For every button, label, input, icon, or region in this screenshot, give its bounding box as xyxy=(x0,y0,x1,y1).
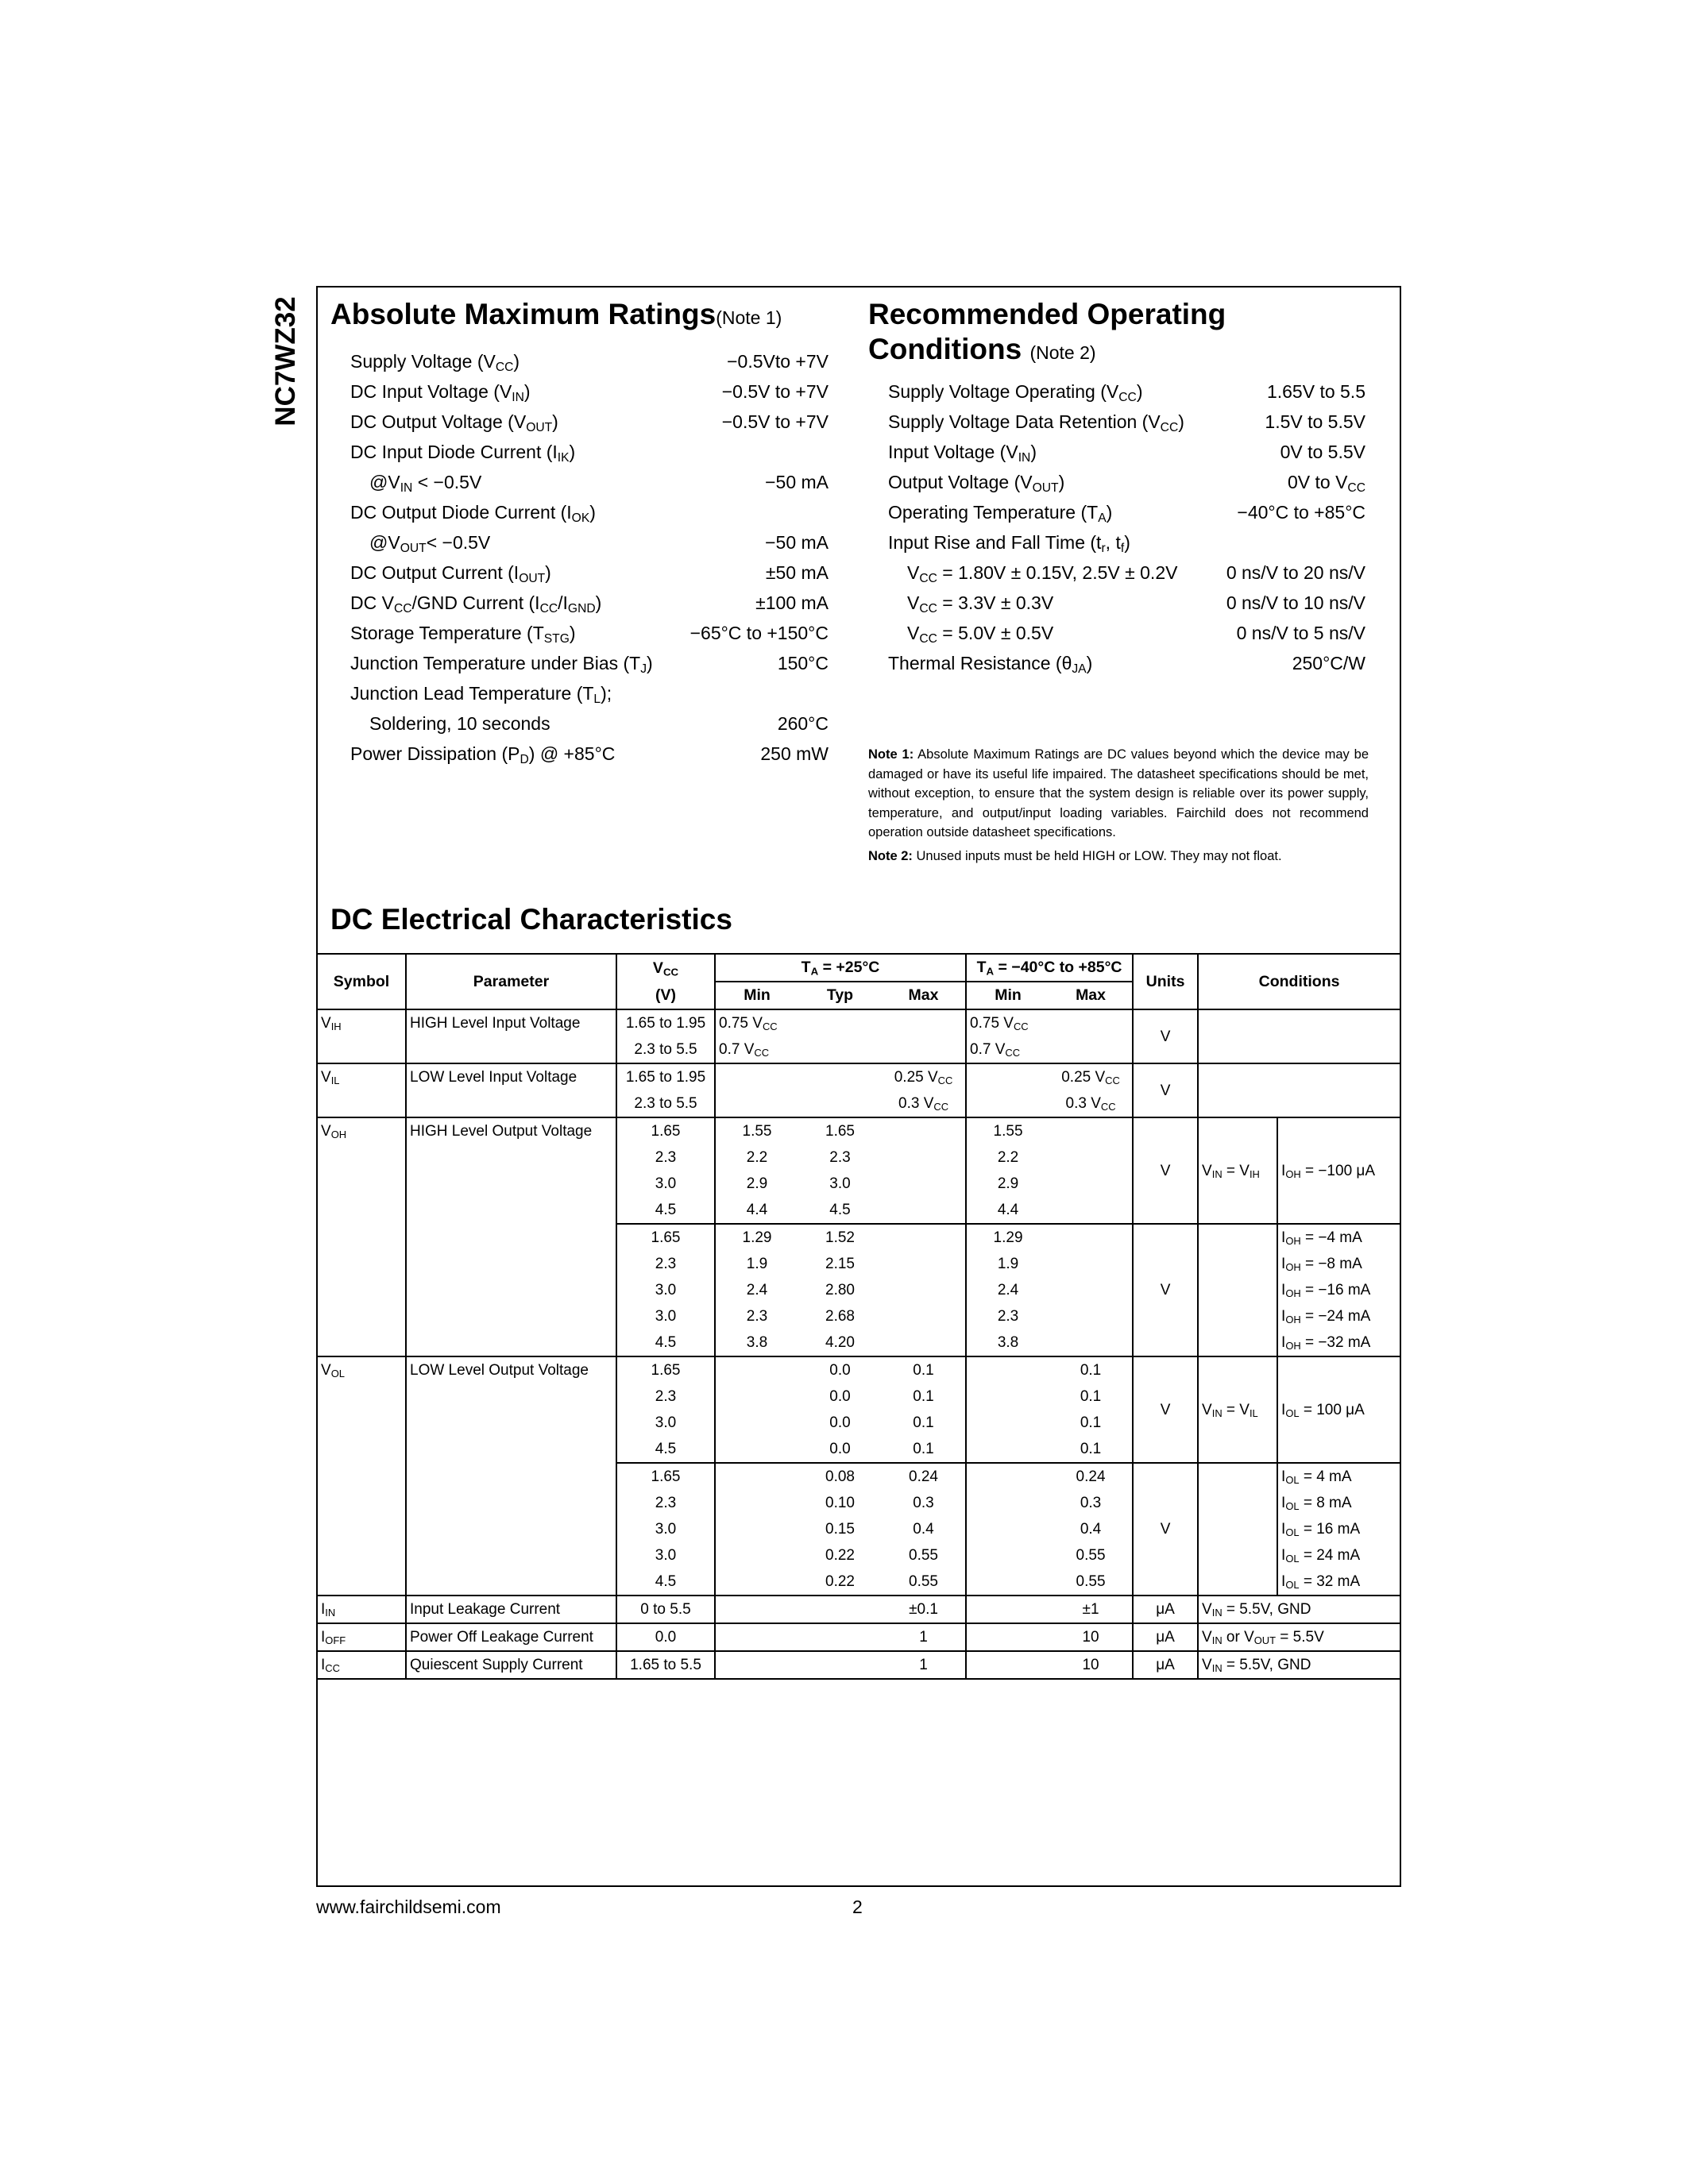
param-label: Input Rise and Fall Time ($t_r$, $t_f$) xyxy=(888,532,1130,555)
param-label: $V_{CC} = 1.80V \pm 0.15V$, 2.5V ± 0.2V xyxy=(907,562,1178,585)
list-item xyxy=(350,678,829,708)
table-row: $I_{OFF}$ Power Off Leakage Current 0.0 1 10 μA $V_{IN}$ or $V_{OUT} = 5.5V$ xyxy=(318,1623,1400,1651)
table-row: 2.3 to 5.5 0.3 $V_{CC}$ 0.3 $V_{CC}$ xyxy=(318,1090,1400,1117)
hdr-max: Max xyxy=(882,982,966,1009)
note-2: Note 2: Unused inputs must be held HIGH or LOW. They may not float. xyxy=(868,848,1282,863)
param-label: Thermal Resistance $(\theta_{JA})$ xyxy=(888,653,1093,676)
list-item xyxy=(350,497,829,527)
param-value: 250 mW xyxy=(760,743,829,764)
param-label: $V_{CC} = 5.0V \pm 0.5V$ xyxy=(907,623,1054,646)
table-row: 2.3 0.10 0.3 0.3 $I_{OL} = 8$ mA xyxy=(318,1490,1400,1516)
param-label: $V_{CC} = 3.3V \pm 0.3V$ xyxy=(907,592,1054,615)
list-item xyxy=(888,588,1365,618)
param-value: −40°C to +85°C xyxy=(1237,502,1365,523)
dc-title: DC Electrical Characteristics xyxy=(330,903,732,936)
param-label: Supply Voltage $(V_{CC})$ xyxy=(350,351,520,374)
rec-op-title: Recommended Operating xyxy=(868,298,1226,330)
list-item xyxy=(350,618,829,648)
param-label: $@V_{IN} < -0.5V$ xyxy=(369,472,482,495)
table-row: 2.3 0.0 0.1 0.1 xyxy=(318,1383,1400,1410)
hdr-parameter: Parameter xyxy=(406,954,616,1009)
table-row: $V_{OH}$ HIGH Level Output Voltage 1.65 1.55 1.65 1.55 V $V_{IN} = V_{IH}$ $I_{OH} = -100$ μA xyxy=(318,1117,1400,1144)
hdr-ta25: $T_A = +25^\circ C$ xyxy=(715,954,966,982)
page-number: 2 xyxy=(852,1897,863,1917)
table-row: 2.3 2.2 2.3 2.2 xyxy=(318,1144,1400,1171)
abs-max-title: Absolute Maximum Ratings(Note 1) xyxy=(330,298,782,330)
param-label: Supply Voltage Operating $(V_{CC})$ xyxy=(888,381,1143,404)
table-row: 4.5 4.4 4.5 4.4 xyxy=(318,1197,1400,1224)
param-label: DC Input Voltage $(V_{IN})$ xyxy=(350,381,531,404)
list-item xyxy=(350,558,829,588)
param-label: DC Output Diode Current $(I_{OK})$ xyxy=(350,502,596,525)
table-row: 2.3 to 5.5 0.7 $V_{CC}$ 0.7 $V_{CC}$ xyxy=(318,1036,1400,1063)
hdr-typ: Typ xyxy=(798,982,882,1009)
table-row: 4.5 3.8 4.20 3.8 $I_{OH} = -32$ mA xyxy=(318,1329,1400,1356)
rec-op-note-ref: (Note 2) xyxy=(1029,342,1096,363)
list-item xyxy=(888,527,1365,558)
hdr-min: Min xyxy=(715,982,798,1009)
list-item xyxy=(350,376,829,407)
table-row: $V_{OL}$ LOW Level Output Voltage 1.65 0.0 0.1 0.1 V $V_{IN} = V_{IL}$ $I_{OL} = 100$ μA xyxy=(318,1356,1400,1383)
rec-op-title-line2: Conditions (Note 2) xyxy=(868,333,1096,365)
list-item xyxy=(888,437,1365,467)
hdr-min-ext: Min xyxy=(966,982,1049,1009)
table-row: 3.0 0.22 0.55 0.55 $I_{OL} = 24$ mA xyxy=(318,1542,1400,1569)
hdr-ta-ext: $T_A = -40^\circ C$ to +85°C xyxy=(966,954,1133,982)
param-value: 0 ns/V to 10 ns/V xyxy=(1226,592,1365,613)
table-row: 3.0 0.15 0.4 0.4 $I_{OL} = 16$ mA xyxy=(318,1516,1400,1542)
param-label: Input Voltage $(V_{IN})$ xyxy=(888,442,1037,465)
list-item xyxy=(350,467,829,497)
notes-block xyxy=(868,745,1369,870)
list-item xyxy=(888,376,1365,407)
table-row: 4.5 0.0 0.1 0.1 xyxy=(318,1436,1400,1463)
param-value: 1.5V to 5.5V xyxy=(1265,411,1365,432)
param-value: −50 mA xyxy=(765,472,829,492)
param-value: 0V to 5.5V xyxy=(1280,442,1365,462)
table-row: $I_{IN}$ Input Leakage Current 0 to 5.5 ±0.1 ±1 μA $V_{IN} = 5.5V$, GND xyxy=(318,1596,1400,1623)
param-label: DC $V_{CC}$/GND Current $(I_{CC}/I_{GND})$ xyxy=(350,592,602,615)
param-label: Power Dissipation $(P_D)$ @ +85°C xyxy=(350,743,616,766)
param-value: 1.65V to 5.5 xyxy=(1266,381,1365,402)
param-label: DC Input Diode Current $(I_{IK})$ xyxy=(350,442,576,465)
param-value: 0 ns/V to 5 ns/V xyxy=(1236,623,1365,643)
param-value: −0.5V to +7V xyxy=(721,411,829,432)
list-item xyxy=(350,527,829,558)
list-item xyxy=(350,437,829,467)
param-label: Output Voltage $(V_{OUT})$ xyxy=(888,472,1065,495)
param-value: −0.5Vto +7V xyxy=(727,351,829,372)
footer-url[interactable]: www.fairchildsemi.com xyxy=(316,1897,501,1917)
param-label: Junction Temperature under Bias $(T_J)$ xyxy=(350,653,653,676)
param-value: ±50 mA xyxy=(765,562,829,583)
hdr-symbol: Symbol xyxy=(318,954,406,1009)
list-item xyxy=(350,346,829,376)
table-row: 3.0 0.0 0.1 0.1 xyxy=(318,1410,1400,1436)
list-item xyxy=(888,407,1365,437)
hdr-vcc: $V_{CC}$ xyxy=(616,954,715,982)
note-1: Note 1: Absolute Maximum Ratings are DC values beyond which the device may be damaged or have its useful life impaired. The datasheet specifications should be met, without exception, to ensure that the system design is reliable over its power supply, temperature, and output/input loading variables. Fairchild does not recommend operation outside datasheet specifications. xyxy=(868,747,1369,839)
list-item xyxy=(350,708,829,739)
list-item xyxy=(350,739,829,769)
abs-max-note-ref: (Note 1) xyxy=(716,307,782,328)
param-value: 260°C xyxy=(777,713,829,734)
hdr-max-ext: Max xyxy=(1049,982,1133,1009)
param-label: Soldering, 10 seconds xyxy=(369,713,550,734)
param-value: 250°C/W xyxy=(1292,653,1365,673)
list-item xyxy=(888,497,1365,527)
param-label: Junction Lead Temperature $(T_L)$; xyxy=(350,683,612,706)
list-item xyxy=(350,407,829,437)
table-row: 3.0 2.3 2.68 2.3 $I_{OH} = -24$ mA xyxy=(318,1303,1400,1329)
param-value: 0 ns/V to 20 ns/V xyxy=(1226,562,1365,583)
param-value: 0V to $V_{CC}$ xyxy=(1287,472,1365,495)
param-value: ±100 mA xyxy=(755,592,829,613)
param-value: −0.5V to +7V xyxy=(721,381,829,402)
param-label: DC Output Voltage $(V_{OUT})$ xyxy=(350,411,558,434)
list-item xyxy=(888,558,1365,588)
list-item xyxy=(350,588,829,618)
param-label: Storage Temperature $(T_{STG})$ xyxy=(350,623,576,646)
param-label: Operating Temperature $(T_A)$ xyxy=(888,502,1113,525)
hdr-units: Units xyxy=(1133,954,1198,1009)
table-row: 4.5 0.22 0.55 0.55 $I_{OL} = 32$ mA xyxy=(318,1569,1400,1596)
table-row: 3.0 2.4 2.80 2.4 $I_{OH} = -16$ mA xyxy=(318,1277,1400,1303)
param-value: 150°C xyxy=(777,653,829,673)
table-row: 3.0 2.9 3.0 2.9 xyxy=(318,1171,1400,1197)
hdr-conditions: Conditions xyxy=(1198,954,1400,1009)
list-item xyxy=(888,467,1365,497)
param-value: −65°C to +150°C xyxy=(689,623,829,643)
table-row: 1.65 1.29 1.52 1.29 V $I_{OH} = -4$ mA xyxy=(318,1224,1400,1251)
rec-op-list xyxy=(888,376,1365,678)
param-value: −50 mA xyxy=(765,532,829,553)
dc-characteristics-table xyxy=(318,953,1400,1680)
part-number-vertical: NC7WZ32 xyxy=(270,296,301,426)
hdr-vcc-unit: (V) xyxy=(616,982,715,1009)
table-row: 1.65 0.08 0.24 0.24 V $I_{OL} = 4$ mA xyxy=(318,1463,1400,1490)
list-item xyxy=(350,648,829,678)
table-row: $I_{CC}$ Quiescent Supply Current 1.65 to 5.5 1 10 μA $V_{IN} = 5.5V$, GND xyxy=(318,1651,1400,1679)
list-item xyxy=(888,648,1365,678)
list-item xyxy=(888,618,1365,648)
param-label: DC Output Current $(I_{OUT})$ xyxy=(350,562,551,585)
param-label: Supply Voltage Data Retention $(V_{CC})$ xyxy=(888,411,1184,434)
table-row: $V_{IH}$ HIGH Level Input Voltage 1.65 to 1.95 0.75 $V_{CC}$ 0.75 $V_{CC}$ V xyxy=(318,1009,1400,1036)
param-label: $@V_{OUT}< -0.5V$ xyxy=(369,532,491,555)
table-row: 2.3 1.9 2.15 1.9 $I_{OH} = -8$ mA xyxy=(318,1251,1400,1277)
table-row: $V_{IL}$ LOW Level Input Voltage 1.65 to 1.95 0.25 $V_{CC}$ 0.25 $V_{CC}$ V xyxy=(318,1063,1400,1090)
abs-max-list xyxy=(350,346,829,769)
